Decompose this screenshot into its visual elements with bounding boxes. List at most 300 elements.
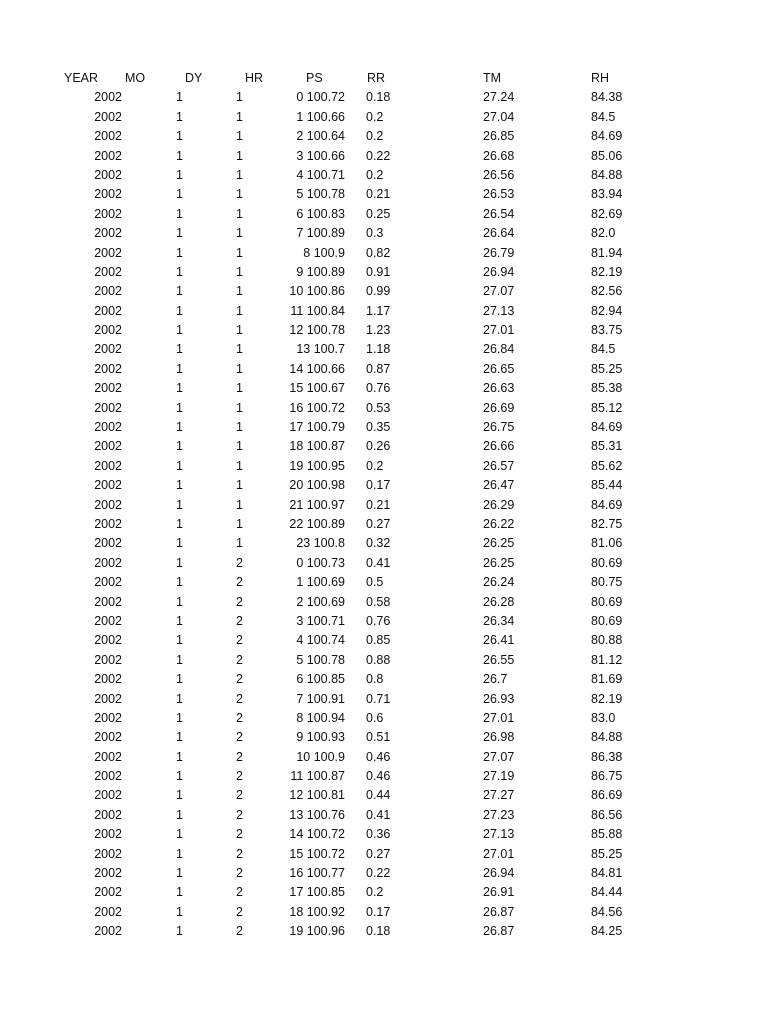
cell-rr: 0.22 — [366, 148, 391, 163]
table-row — [0, 147, 768, 166]
cell-rh: 85.38 — [591, 381, 623, 396]
cell-rh: 80.69 — [591, 613, 623, 628]
cell-hr-ps: 4 100.71 — [296, 167, 345, 182]
cell-rr: 0.3 — [366, 226, 384, 241]
cell-rr: 0.53 — [366, 400, 391, 415]
cell-dy: 1 — [236, 400, 243, 415]
cell-rh: 84.81 — [591, 866, 623, 881]
cell-dy: 1 — [236, 187, 243, 202]
cell-tm: 26.56 — [483, 167, 515, 182]
cell-mo: 1 — [176, 555, 183, 570]
cell-mo: 1 — [176, 672, 183, 687]
table-row — [0, 205, 768, 224]
header-hr: HR — [245, 71, 264, 85]
cell-rh: 85.44 — [591, 478, 623, 493]
cell-mo: 1 — [176, 749, 183, 764]
cell-rh: 81.06 — [591, 536, 623, 551]
cell-dy: 1 — [236, 342, 243, 357]
cell-year: 2002 — [94, 691, 122, 706]
cell-dy: 1 — [236, 361, 243, 376]
cell-tm: 26.53 — [483, 187, 515, 202]
cell-hr-ps: 3 100.71 — [296, 613, 345, 628]
cell-tm: 26.22 — [483, 516, 515, 531]
cell-hr-ps: 12 100.81 — [289, 788, 345, 803]
cell-year: 2002 — [94, 516, 122, 531]
cell-year: 2002 — [94, 827, 122, 842]
header-year: YEAR — [64, 71, 99, 85]
cell-hr-ps: 7 100.89 — [296, 226, 345, 241]
cell-dy: 1 — [236, 148, 243, 163]
cell-year: 2002 — [94, 846, 122, 861]
cell-hr-ps: 10 100.9 — [296, 749, 345, 764]
header-tm: TM — [483, 71, 502, 85]
cell-rr: 0.88 — [366, 652, 391, 667]
cell-rr: 0.46 — [366, 769, 391, 784]
cell-year: 2002 — [94, 148, 122, 163]
cell-tm: 27.07 — [483, 284, 515, 299]
cell-rh: 84.38 — [591, 90, 623, 105]
cell-hr-ps: 3 100.66 — [296, 148, 345, 163]
cell-rr: 0.26 — [366, 439, 391, 454]
cell-rr: 0.21 — [366, 497, 391, 512]
table-row — [0, 88, 768, 107]
cell-rr: 0.32 — [366, 536, 391, 551]
table-row — [0, 496, 768, 515]
cell-year: 2002 — [94, 323, 122, 338]
cell-year: 2002 — [94, 109, 122, 124]
cell-rr: 0.41 — [366, 807, 391, 822]
table-row — [0, 845, 768, 864]
cell-hr-ps: 6 100.85 — [296, 672, 345, 687]
cell-mo: 1 — [176, 885, 183, 900]
cell-hr-ps: 14 100.72 — [289, 827, 345, 842]
cell-dy: 1 — [236, 458, 243, 473]
cell-mo: 1 — [176, 924, 183, 939]
cell-dy: 1 — [236, 90, 243, 105]
table-row — [0, 631, 768, 650]
table-row — [0, 302, 768, 321]
cell-year: 2002 — [94, 788, 122, 803]
table-row — [0, 864, 768, 883]
cell-tm: 27.01 — [483, 846, 515, 861]
cell-rr: 0.2 — [366, 885, 384, 900]
table-row — [0, 457, 768, 476]
cell-tm: 27.13 — [483, 827, 515, 842]
cell-rh: 81.94 — [591, 245, 623, 260]
cell-year: 2002 — [94, 885, 122, 900]
cell-mo: 1 — [176, 536, 183, 551]
cell-hr-ps: 23 100.8 — [296, 536, 345, 551]
cell-mo: 1 — [176, 129, 183, 144]
table-row — [0, 612, 768, 631]
cell-mo: 1 — [176, 575, 183, 590]
cell-mo: 1 — [176, 342, 183, 357]
cell-mo: 1 — [176, 303, 183, 318]
cell-year: 2002 — [94, 710, 122, 725]
cell-rh: 82.19 — [591, 691, 623, 706]
cell-hr-ps: 7 100.91 — [296, 691, 345, 706]
cell-hr-ps: 1 100.69 — [296, 575, 345, 590]
cell-rh: 84.5 — [591, 342, 616, 357]
table-row — [0, 786, 768, 805]
cell-rh: 85.88 — [591, 827, 623, 842]
cell-year: 2002 — [94, 575, 122, 590]
cell-tm: 26.7 — [483, 672, 508, 687]
cell-tm: 26.29 — [483, 497, 515, 512]
cell-tm: 26.87 — [483, 904, 515, 919]
cell-tm: 26.25 — [483, 536, 515, 551]
cell-mo: 1 — [176, 109, 183, 124]
cell-rh: 83.75 — [591, 323, 623, 338]
cell-dy: 2 — [236, 652, 243, 667]
cell-rh: 86.69 — [591, 788, 623, 803]
cell-tm: 26.24 — [483, 575, 515, 590]
cell-year: 2002 — [94, 303, 122, 318]
cell-rr: 0.6 — [366, 710, 384, 725]
cell-rh: 86.56 — [591, 807, 623, 822]
cell-rr: 0.18 — [366, 924, 391, 939]
cell-dy: 2 — [236, 749, 243, 764]
cell-dy: 2 — [236, 866, 243, 881]
cell-rr: 0.27 — [366, 846, 391, 861]
header-dy: DY — [185, 71, 203, 85]
cell-tm: 26.68 — [483, 148, 515, 163]
cell-rr: 1.18 — [366, 342, 391, 357]
cell-dy: 2 — [236, 555, 243, 570]
cell-dy: 1 — [236, 478, 243, 493]
cell-rr: 0.99 — [366, 284, 391, 299]
cell-hr-ps: 15 100.67 — [289, 381, 345, 396]
cell-mo: 1 — [176, 710, 183, 725]
table-row — [0, 922, 768, 941]
header-row — [0, 69, 768, 88]
cell-rr: 0.8 — [366, 672, 384, 687]
cell-tm: 27.04 — [483, 109, 515, 124]
cell-hr-ps: 11 100.87 — [290, 769, 345, 784]
cell-dy: 1 — [236, 323, 243, 338]
cell-year: 2002 — [94, 400, 122, 415]
cell-dy: 2 — [236, 575, 243, 590]
cell-hr-ps: 19 100.96 — [289, 924, 345, 939]
cell-year: 2002 — [94, 381, 122, 396]
cell-mo: 1 — [176, 613, 183, 628]
cell-dy: 1 — [236, 226, 243, 241]
cell-rr: 0.2 — [366, 167, 384, 182]
cell-year: 2002 — [94, 264, 122, 279]
table-row — [0, 127, 768, 146]
cell-rr: 0.2 — [366, 129, 384, 144]
cell-hr-ps: 0 100.73 — [296, 555, 345, 570]
table-row — [0, 399, 768, 418]
cell-mo: 1 — [176, 594, 183, 609]
cell-rh: 82.56 — [591, 284, 623, 299]
cell-year: 2002 — [94, 866, 122, 881]
cell-year: 2002 — [94, 439, 122, 454]
cell-year: 2002 — [94, 458, 122, 473]
cell-year: 2002 — [94, 749, 122, 764]
cell-year: 2002 — [94, 633, 122, 648]
cell-year: 2002 — [94, 90, 122, 105]
table-row — [0, 379, 768, 398]
table-row — [0, 224, 768, 243]
cell-tm: 26.34 — [483, 613, 515, 628]
cell-dy: 2 — [236, 691, 243, 706]
cell-rr: 0.85 — [366, 633, 391, 648]
cell-rh: 82.75 — [591, 516, 623, 531]
cell-year: 2002 — [94, 226, 122, 241]
cell-rr: 0.76 — [366, 613, 391, 628]
cell-hr-ps: 17 100.79 — [289, 420, 345, 435]
header-rh: RH — [591, 71, 610, 85]
cell-mo: 1 — [176, 652, 183, 667]
cell-mo: 1 — [176, 497, 183, 512]
cell-hr-ps: 21 100.97 — [289, 497, 345, 512]
cell-rh: 80.75 — [591, 575, 623, 590]
cell-year: 2002 — [94, 245, 122, 260]
cell-mo: 1 — [176, 439, 183, 454]
cell-hr-ps: 6 100.83 — [296, 206, 345, 221]
cell-mo: 1 — [176, 284, 183, 299]
cell-mo: 1 — [176, 420, 183, 435]
table-row — [0, 748, 768, 767]
cell-hr-ps: 10 100.86 — [289, 284, 345, 299]
cell-mo: 1 — [176, 827, 183, 842]
cell-mo: 1 — [176, 361, 183, 376]
cell-year: 2002 — [94, 420, 122, 435]
cell-dy: 2 — [236, 924, 243, 939]
cell-tm: 27.23 — [483, 807, 515, 822]
cell-dy: 1 — [236, 109, 243, 124]
table-row — [0, 282, 768, 301]
cell-dy: 2 — [236, 613, 243, 628]
cell-dy: 1 — [236, 439, 243, 454]
table-row — [0, 476, 768, 495]
cell-rh: 83.0 — [591, 710, 616, 725]
cell-tm: 27.07 — [483, 749, 515, 764]
cell-tm: 27.24 — [483, 90, 515, 105]
cell-rr: 0.44 — [366, 788, 391, 803]
cell-year: 2002 — [94, 555, 122, 570]
cell-dy: 1 — [236, 129, 243, 144]
cell-rh: 84.44 — [591, 885, 623, 900]
cell-rh: 85.25 — [591, 361, 623, 376]
cell-rr: 0.18 — [366, 90, 391, 105]
cell-dy: 1 — [236, 497, 243, 512]
cell-year: 2002 — [94, 730, 122, 745]
header-rr: RR — [367, 71, 386, 85]
header-ps: PS — [306, 71, 323, 85]
cell-dy: 2 — [236, 904, 243, 919]
cell-dy: 1 — [236, 381, 243, 396]
cell-rr: 0.58 — [366, 594, 391, 609]
cell-dy: 1 — [236, 536, 243, 551]
cell-hr-ps: 9 100.89 — [296, 264, 345, 279]
cell-rr: 1.23 — [366, 323, 391, 338]
cell-dy: 2 — [236, 827, 243, 842]
table-row — [0, 166, 768, 185]
cell-tm: 26.98 — [483, 730, 515, 745]
cell-rh: 82.69 — [591, 206, 623, 221]
cell-rh: 84.88 — [591, 167, 623, 182]
cell-rr: 0.76 — [366, 381, 391, 396]
cell-hr-ps: 19 100.95 — [289, 458, 345, 473]
cell-year: 2002 — [94, 652, 122, 667]
cell-tm: 27.27 — [483, 788, 515, 803]
cell-dy: 1 — [236, 516, 243, 531]
cell-rh: 80.69 — [591, 555, 623, 570]
cell-tm: 26.64 — [483, 226, 515, 241]
cell-tm: 26.84 — [483, 342, 515, 357]
cell-rr: 0.71 — [366, 691, 391, 706]
cell-tm: 26.63 — [483, 381, 515, 396]
cell-tm: 26.47 — [483, 478, 515, 493]
cell-dy: 2 — [236, 788, 243, 803]
cell-dy: 1 — [236, 245, 243, 260]
cell-hr-ps: 15 100.72 — [289, 846, 345, 861]
cell-tm: 26.93 — [483, 691, 515, 706]
cell-year: 2002 — [94, 167, 122, 182]
cell-dy: 1 — [236, 167, 243, 182]
table-row — [0, 573, 768, 592]
cell-rr: 0.2 — [366, 109, 384, 124]
cell-year: 2002 — [94, 497, 122, 512]
cell-year: 2002 — [94, 924, 122, 939]
cell-tm: 27.19 — [483, 769, 515, 784]
cell-rh: 82.0 — [591, 226, 616, 241]
cell-rr: 0.17 — [366, 904, 391, 919]
table-row — [0, 593, 768, 612]
cell-rr: 0.51 — [366, 730, 391, 745]
cell-mo: 1 — [176, 633, 183, 648]
table-row — [0, 534, 768, 553]
cell-mo: 1 — [176, 206, 183, 221]
cell-rh: 84.5 — [591, 109, 616, 124]
cell-mo: 1 — [176, 769, 183, 784]
cell-year: 2002 — [94, 807, 122, 822]
cell-year: 2002 — [94, 613, 122, 628]
cell-dy: 2 — [236, 846, 243, 861]
cell-hr-ps: 17 100.85 — [289, 885, 345, 900]
cell-rh: 85.06 — [591, 148, 623, 163]
table-row — [0, 185, 768, 204]
cell-year: 2002 — [94, 361, 122, 376]
cell-mo: 1 — [176, 400, 183, 415]
cell-hr-ps: 11 100.84 — [290, 303, 345, 318]
cell-rh: 80.88 — [591, 633, 623, 648]
cell-hr-ps: 14 100.66 — [289, 361, 345, 376]
cell-rr: 1.17 — [366, 303, 391, 318]
cell-year: 2002 — [94, 769, 122, 784]
table-row — [0, 670, 768, 689]
table-row — [0, 690, 768, 709]
cell-rh: 85.12 — [591, 400, 623, 415]
cell-hr-ps: 4 100.74 — [296, 633, 345, 648]
cell-rr: 0.91 — [366, 264, 391, 279]
cell-tm: 26.75 — [483, 420, 515, 435]
cell-rh: 81.69 — [591, 672, 623, 687]
cell-dy: 2 — [236, 730, 243, 745]
table-row — [0, 360, 768, 379]
cell-hr-ps: 2 100.69 — [296, 594, 345, 609]
cell-hr-ps: 22 100.89 — [289, 516, 345, 531]
cell-rh: 84.69 — [591, 420, 623, 435]
cell-dy: 1 — [236, 303, 243, 318]
cell-rr: 0.27 — [366, 516, 391, 531]
cell-tm: 26.55 — [483, 652, 515, 667]
cell-mo: 1 — [176, 245, 183, 260]
cell-rh: 84.88 — [591, 730, 623, 745]
cell-hr-ps: 13 100.76 — [289, 807, 345, 822]
cell-mo: 1 — [176, 90, 183, 105]
cell-mo: 1 — [176, 264, 183, 279]
header-mo: MO — [125, 71, 146, 85]
cell-year: 2002 — [94, 206, 122, 221]
cell-rr: 0.41 — [366, 555, 391, 570]
cell-tm: 26.94 — [483, 264, 515, 279]
cell-tm: 26.25 — [483, 555, 515, 570]
table-row — [0, 437, 768, 456]
cell-rh: 85.25 — [591, 846, 623, 861]
table-row — [0, 728, 768, 747]
cell-dy: 2 — [236, 769, 243, 784]
cell-rh: 84.69 — [591, 497, 623, 512]
cell-hr-ps: 8 100.94 — [296, 710, 345, 725]
cell-rr: 0.87 — [366, 361, 391, 376]
cell-mo: 1 — [176, 904, 183, 919]
cell-rr: 0.25 — [366, 206, 391, 221]
cell-mo: 1 — [176, 807, 183, 822]
cell-hr-ps: 5 100.78 — [296, 187, 345, 202]
table-row — [0, 108, 768, 127]
cell-mo: 1 — [176, 323, 183, 338]
cell-tm: 27.01 — [483, 323, 515, 338]
cell-hr-ps: 8 100.9 — [303, 245, 345, 260]
cell-mo: 1 — [176, 458, 183, 473]
cell-tm: 27.13 — [483, 303, 515, 318]
cell-rh: 81.12 — [591, 652, 623, 667]
cell-rr: 0.35 — [366, 420, 391, 435]
cell-mo: 1 — [176, 866, 183, 881]
cell-rh: 82.94 — [591, 303, 623, 318]
cell-rh: 83.94 — [591, 187, 623, 202]
cell-mo: 1 — [176, 226, 183, 241]
cell-mo: 1 — [176, 691, 183, 706]
cell-hr-ps: 0 100.72 — [296, 90, 345, 105]
cell-rh: 84.56 — [591, 904, 623, 919]
cell-tm: 26.54 — [483, 206, 515, 221]
cell-rr: 0.36 — [366, 827, 391, 842]
cell-rh: 86.75 — [591, 769, 623, 784]
table-row — [0, 340, 768, 359]
cell-tm: 26.57 — [483, 458, 515, 473]
cell-dy: 1 — [236, 206, 243, 221]
cell-mo: 1 — [176, 730, 183, 745]
cell-rh: 84.69 — [591, 129, 623, 144]
cell-hr-ps: 13 100.7 — [296, 342, 345, 357]
cell-year: 2002 — [94, 187, 122, 202]
cell-hr-ps: 5 100.78 — [296, 652, 345, 667]
cell-rr: 0.5 — [366, 575, 384, 590]
cell-year: 2002 — [94, 672, 122, 687]
cell-year: 2002 — [94, 342, 122, 357]
table-row — [0, 767, 768, 786]
cell-rr: 0.17 — [366, 478, 391, 493]
cell-mo: 1 — [176, 381, 183, 396]
table-row — [0, 515, 768, 534]
cell-tm: 26.66 — [483, 439, 515, 454]
cell-dy: 2 — [236, 885, 243, 900]
cell-tm: 26.79 — [483, 245, 515, 260]
